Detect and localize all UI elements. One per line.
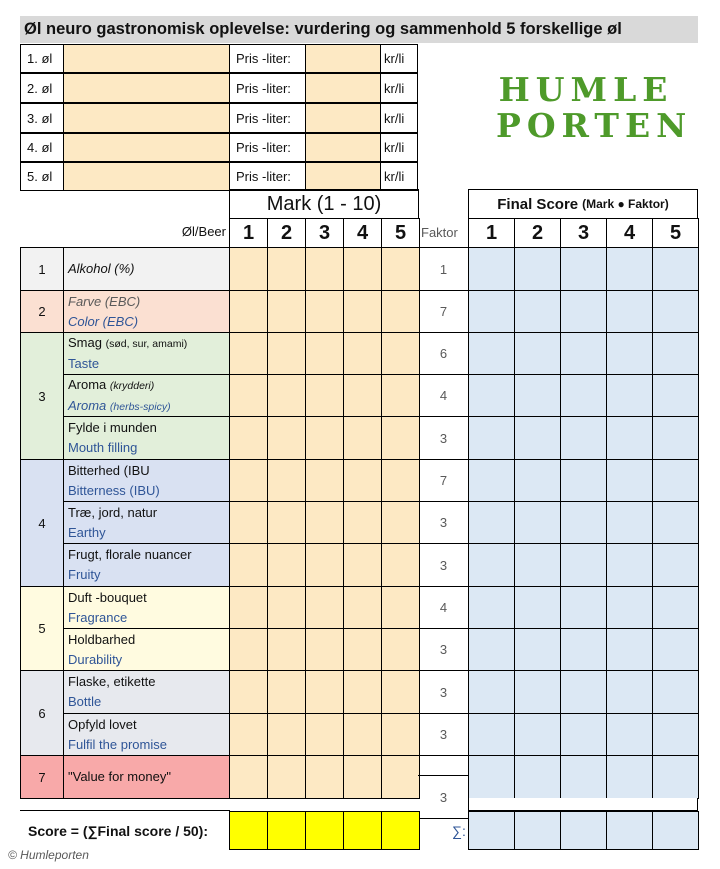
mark-cell[interactable] <box>305 459 344 502</box>
faktor-value: 3 <box>418 628 469 671</box>
final-score-cell[interactable] <box>560 332 607 375</box>
mark-col-header: 2 <box>267 218 306 248</box>
final-score-cell[interactable] <box>560 586 607 629</box>
beer-label: 4. øl <box>20 133 64 162</box>
price-field[interactable] <box>305 103 381 133</box>
final-score-cell[interactable] <box>560 755 607 799</box>
final-score-cell[interactable] <box>468 459 515 502</box>
criterion-label: Flaske, etikette Bottle <box>63 670 230 714</box>
final-score-cell[interactable] <box>514 628 561 671</box>
final-score-cell[interactable] <box>514 416 561 460</box>
mark-col-header: 4 <box>343 218 382 248</box>
final-col-header: 2 <box>514 218 561 248</box>
criterion-label: Duft -bouquet Fragrance <box>63 586 230 629</box>
page-title: Øl neuro gastronomisk oplevelse: vurdering og sammenhold 5 forskellige øl <box>20 16 698 43</box>
sum-cell[interactable] <box>468 811 515 850</box>
final-score-cell[interactable] <box>468 501 515 544</box>
mark-cell[interactable] <box>267 332 306 375</box>
beer-name-field[interactable] <box>63 44 230 73</box>
final-score-cell[interactable] <box>652 459 699 502</box>
final-score-cell[interactable] <box>606 374 653 417</box>
mark-cell[interactable] <box>381 628 420 671</box>
mark-cell[interactable] <box>267 416 306 460</box>
price-field[interactable] <box>305 133 381 162</box>
unit-label: kr/li <box>380 44 418 73</box>
mark-cell[interactable] <box>267 628 306 671</box>
mark-col-header: 5 <box>381 218 420 248</box>
final-score-cell[interactable] <box>560 670 607 714</box>
mark-cell[interactable] <box>343 543 382 587</box>
beer-name-field[interactable] <box>63 103 230 133</box>
mark-cell[interactable] <box>305 628 344 671</box>
criterion-label: Frugt, florale nuancer Fruity <box>63 543 230 587</box>
final-score-cell[interactable] <box>606 290 653 333</box>
final-score-cell[interactable] <box>652 628 699 671</box>
final-score-cell[interactable] <box>514 755 561 799</box>
mark-cell[interactable] <box>343 290 382 333</box>
unit-label: kr/li <box>380 103 418 133</box>
final-score-cell[interactable] <box>468 628 515 671</box>
final-score-cell[interactable] <box>606 670 653 714</box>
score-cell[interactable] <box>267 811 306 850</box>
price-label: Pris -liter: <box>229 133 306 162</box>
faktor-value: 3 <box>418 670 469 714</box>
mark-cell[interactable] <box>381 374 420 417</box>
mark-cell[interactable] <box>229 459 268 502</box>
final-score-cell[interactable] <box>514 332 561 375</box>
criterion-label: Smag (sød, sur, amami) Taste <box>63 332 230 375</box>
mark-col-header: 3 <box>305 218 344 248</box>
final-score-cell[interactable] <box>652 755 699 799</box>
final-score-cell[interactable] <box>514 459 561 502</box>
beer-label: 1. øl <box>20 44 64 73</box>
beer-label: 5. øl <box>20 162 64 191</box>
sum-symbol: ∑: <box>452 823 466 839</box>
mark-cell[interactable] <box>305 670 344 714</box>
mark-cell[interactable] <box>229 755 268 799</box>
mark-cell[interactable] <box>229 374 268 417</box>
criterion-label: Holdbarhed Durability <box>63 628 230 671</box>
final-score-cell[interactable] <box>560 628 607 671</box>
final-score-cell[interactable] <box>514 670 561 714</box>
mark-cell[interactable] <box>381 755 420 799</box>
mark-cell[interactable] <box>229 543 268 587</box>
final-score-cell[interactable] <box>652 713 699 756</box>
final-score-cell[interactable] <box>514 586 561 629</box>
price-label: Pris -liter: <box>229 162 306 191</box>
final-score-cell[interactable] <box>560 247 607 291</box>
mark-cell[interactable] <box>267 501 306 544</box>
mark-cell[interactable] <box>343 501 382 544</box>
criterion-label: Træ, jord, natur Earthy <box>63 501 230 544</box>
final-score-cell[interactable] <box>514 543 561 587</box>
faktor-value: 3 <box>418 775 469 819</box>
beer-name-field[interactable] <box>63 73 230 103</box>
mark-cell[interactable] <box>305 332 344 375</box>
mark-cell[interactable] <box>267 713 306 756</box>
final-score-cell[interactable] <box>468 586 515 629</box>
final-score-cell[interactable] <box>606 416 653 460</box>
mark-cell[interactable] <box>343 374 382 417</box>
group-number: 7 <box>20 755 64 799</box>
price-field[interactable] <box>305 73 381 103</box>
beer-label: 2. øl <box>20 73 64 103</box>
mark-cell[interactable] <box>381 543 420 587</box>
mark-cell[interactable] <box>381 247 420 291</box>
faktor-value: 1 <box>418 247 469 291</box>
humleporten-logo: HUMLE PORTEN <box>496 70 693 145</box>
final-score-cell[interactable] <box>560 290 607 333</box>
final-score-cell[interactable] <box>560 374 607 417</box>
mark-cell[interactable] <box>305 374 344 417</box>
final-score-cell[interactable] <box>468 247 515 291</box>
final-score-cell[interactable] <box>468 670 515 714</box>
mark-cell[interactable] <box>343 459 382 502</box>
mark-cell[interactable] <box>305 586 344 629</box>
final-score-cell[interactable] <box>468 755 515 799</box>
group-number: 5 <box>20 586 64 671</box>
mark-cell[interactable] <box>267 670 306 714</box>
final-gap <box>468 798 698 811</box>
price-field[interactable] <box>305 44 381 73</box>
faktor-value: 7 <box>418 459 469 502</box>
mark-cell[interactable] <box>229 501 268 544</box>
final-score-cell[interactable] <box>652 670 699 714</box>
final-col-header: 5 <box>652 218 699 248</box>
beer-name-field[interactable] <box>63 162 230 191</box>
mark-cell[interactable] <box>343 586 382 629</box>
mark-cell[interactable] <box>229 247 268 291</box>
final-score-cell[interactable] <box>560 459 607 502</box>
price-label: Pris -liter: <box>229 44 306 73</box>
sum-cell[interactable] <box>514 811 561 850</box>
mark-header: Mark (1 - 10) <box>229 189 419 219</box>
mark-cell[interactable] <box>305 290 344 333</box>
criterion-label: Alkohol (%) <box>63 247 230 291</box>
final-score-cell[interactable] <box>560 543 607 587</box>
final-score-header: Final Score (Mark ● Faktor) <box>468 189 698 219</box>
final-score-cell[interactable] <box>606 543 653 587</box>
mark-cell[interactable] <box>381 501 420 544</box>
criterion-label: "Value for money" <box>63 755 230 799</box>
faktor-value: 6 <box>418 332 469 375</box>
final-score-cell[interactable] <box>468 543 515 587</box>
final-score-cell[interactable] <box>560 416 607 460</box>
mark-cell[interactable] <box>229 670 268 714</box>
mark-cell[interactable] <box>381 290 420 333</box>
mark-cell[interactable] <box>229 628 268 671</box>
beer-column-label: Øl/Beer <box>181 224 226 239</box>
final-score-cell[interactable] <box>514 290 561 333</box>
final-col-header: 3 <box>560 218 607 248</box>
group-number: 1 <box>20 247 64 291</box>
final-score-cell[interactable] <box>606 459 653 502</box>
mark-cell[interactable] <box>305 543 344 587</box>
mark-cell[interactable] <box>381 332 420 375</box>
mark-cell[interactable] <box>343 416 382 460</box>
mark-cell[interactable] <box>229 416 268 460</box>
final-score-cell[interactable] <box>468 332 515 375</box>
final-score-cell[interactable] <box>468 416 515 460</box>
mark-cell[interactable] <box>267 374 306 417</box>
mark-cell[interactable] <box>305 713 344 756</box>
final-score-cell[interactable] <box>652 374 699 417</box>
faktor-value: 3 <box>418 713 469 756</box>
mark-cell[interactable] <box>381 713 420 756</box>
criterion-label: Fylde i munden Mouth filling <box>63 416 230 460</box>
final-score-cell[interactable] <box>606 713 653 756</box>
group-number: 6 <box>20 670 64 756</box>
mark-cell[interactable] <box>267 543 306 587</box>
unit-label: kr/li <box>380 162 418 191</box>
final-score-cell[interactable] <box>468 713 515 756</box>
unit-label: kr/li <box>380 73 418 103</box>
faktor-value: 3 <box>418 416 469 460</box>
group-number: 3 <box>20 332 64 460</box>
mark-cell[interactable] <box>267 290 306 333</box>
mark-cell[interactable] <box>229 713 268 756</box>
mark-cell[interactable] <box>305 755 344 799</box>
final-score-cell[interactable] <box>606 628 653 671</box>
mark-cell[interactable] <box>381 416 420 460</box>
criterion-label: Bitterhed (IBU Bitterness (IBU) <box>63 459 230 502</box>
mark-cell[interactable] <box>343 247 382 291</box>
final-score-cell[interactable] <box>652 501 699 544</box>
mark-cell[interactable] <box>343 755 382 799</box>
faktor-value: 3 <box>418 501 469 544</box>
sum-cell[interactable] <box>606 811 653 850</box>
faktor-value: 4 <box>418 586 469 629</box>
sum-cell[interactable] <box>652 811 699 850</box>
mark-cell[interactable] <box>229 332 268 375</box>
price-label: Pris -liter: <box>229 103 306 133</box>
final-score-cell[interactable] <box>606 586 653 629</box>
faktor-value: 3 <box>418 543 469 587</box>
mark-cell[interactable] <box>267 755 306 799</box>
mark-cell[interactable] <box>305 247 344 291</box>
final-score-cell[interactable] <box>468 290 515 333</box>
score-cell[interactable] <box>305 811 344 850</box>
price-label: Pris -liter: <box>229 73 306 103</box>
copyright: © Humleporten <box>8 848 89 862</box>
faktor-label: Faktor <box>421 225 458 240</box>
mark-cell[interactable] <box>267 586 306 629</box>
group-number: 4 <box>20 459 64 587</box>
mark-cell[interactable] <box>343 332 382 375</box>
mark-cell[interactable] <box>381 459 420 502</box>
mark-cell[interactable] <box>381 670 420 714</box>
unit-label: kr/li <box>380 133 418 162</box>
mark-cell[interactable] <box>343 670 382 714</box>
mark-cell[interactable] <box>343 713 382 756</box>
beer-name-field[interactable] <box>63 133 230 162</box>
final-score-cell[interactable] <box>652 247 699 291</box>
mark-cell[interactable] <box>305 501 344 544</box>
mark-cell[interactable] <box>381 586 420 629</box>
score-cell[interactable] <box>343 811 382 850</box>
mark-cell[interactable] <box>305 416 344 460</box>
final-score-cell[interactable] <box>560 713 607 756</box>
mark-col-header: 1 <box>229 218 268 248</box>
beer-label: 3. øl <box>20 103 64 133</box>
faktor-value: 4 <box>418 374 469 417</box>
score-label: Score = (∑Final score / 50): <box>28 823 208 839</box>
score-cell[interactable] <box>229 811 268 850</box>
group-number: 2 <box>20 290 64 333</box>
final-score-cell[interactable] <box>468 374 515 417</box>
mark-cell[interactable] <box>229 290 268 333</box>
final-col-header: 4 <box>606 218 653 248</box>
criterion-label: Farve (EBC) Color (EBC) <box>63 290 230 333</box>
sum-cell[interactable] <box>560 811 607 850</box>
price-field[interactable] <box>305 162 381 191</box>
mark-cell[interactable] <box>267 247 306 291</box>
final-score-cell[interactable] <box>514 713 561 756</box>
final-score-cell[interactable] <box>652 416 699 460</box>
final-score-cell[interactable] <box>652 586 699 629</box>
mark-cell[interactable] <box>267 459 306 502</box>
final-col-header: 1 <box>468 218 515 248</box>
mark-cell[interactable] <box>229 586 268 629</box>
final-score-cell[interactable] <box>606 755 653 799</box>
score-cell[interactable] <box>381 811 420 850</box>
final-score-cell[interactable] <box>652 543 699 587</box>
final-score-cell[interactable] <box>514 374 561 417</box>
final-score-cell[interactable] <box>514 247 561 291</box>
final-score-cell[interactable] <box>652 332 699 375</box>
final-score-cell[interactable] <box>514 501 561 544</box>
final-score-cell[interactable] <box>606 247 653 291</box>
final-score-cell[interactable] <box>560 501 607 544</box>
mark-cell[interactable] <box>343 628 382 671</box>
criterion-label: Opfyld lovet Fulfil the promise <box>63 713 230 756</box>
criterion-label: Aroma (krydderi) Aroma (herbs-spicy) <box>63 374 230 417</box>
final-score-cell[interactable] <box>606 332 653 375</box>
final-score-cell[interactable] <box>652 290 699 333</box>
final-score-cell[interactable] <box>606 501 653 544</box>
faktor-value: 7 <box>418 290 469 333</box>
